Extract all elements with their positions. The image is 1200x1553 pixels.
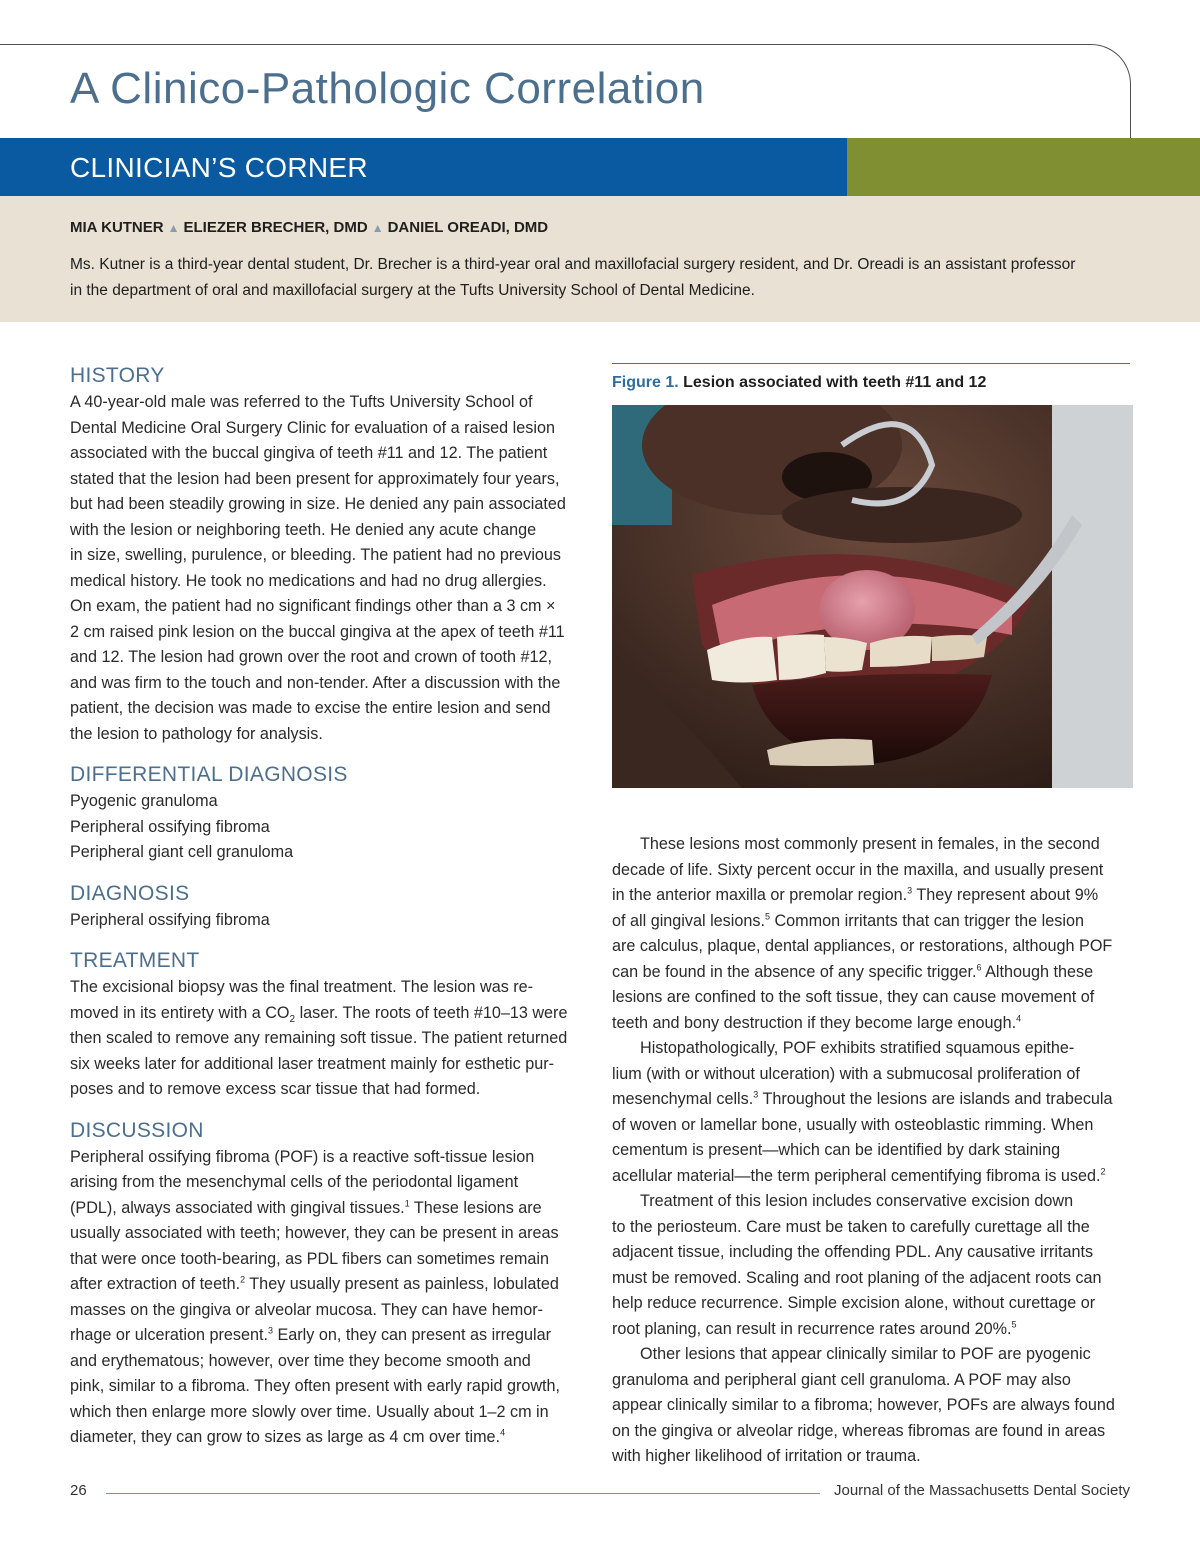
text-line: lium (with or without ulceration) with a submucosal proliferation of: [612, 1064, 1080, 1083]
text-line: are calculus, plaque, dental appliances, or restorations, although POF: [612, 937, 1113, 955]
text-line: diameter, they can grow to sizes as large as 4 cm over time.$^4$: [70, 1427, 506, 1446]
paragraph-histopathology: [612, 1036, 1132, 1189]
text-line: On exam, the patient had no significant findings other than a 3 cm ×: [70, 597, 556, 615]
author-list: [70, 219, 548, 236]
page-title: A Clinico-Pathologic Correlation: [70, 64, 705, 113]
paragraph-epidemiology: [612, 832, 1132, 1036]
affiliation-line: in the department of oral and maxillofacial surgery at the Tufts University School of Dental Medicine.: [70, 281, 755, 299]
treatment-body: [70, 975, 590, 1103]
text-line: six weeks later for additional laser treatment mainly for esthetic pur-: [70, 1054, 555, 1073]
text-line: (PDL), always associated with gingival tissues.$^1$ These lesions are: [70, 1198, 542, 1217]
triangle-separator-icon: ▲: [167, 221, 180, 235]
figure-label: Figure 1.: [612, 374, 679, 391]
paragraph-differential: [612, 1342, 1132, 1470]
text-line: arising from the mesenchymal cells of the periodontal ligament: [70, 1173, 519, 1191]
text-line: medical history. He took no medications and had no drug allergies.: [70, 571, 547, 590]
diagnosis-list: [70, 908, 590, 934]
left-column: [70, 362, 590, 1451]
text-line: in size, swelling, purulence, or bleeding. The patient had no previous: [70, 546, 562, 564]
text-line: with higher likelihood of irritation or trauma.: [612, 1447, 921, 1465]
text-line: root planing, can result in recurrence rates around 20%.$^5$: [612, 1319, 1017, 1338]
text-line: cementum is present—which can be identified by dark staining: [612, 1141, 1061, 1159]
figure-caption: [612, 374, 986, 392]
footer-rule: [106, 1493, 820, 1494]
treatment-heading: TREATMENT: [70, 949, 200, 972]
text-line: Dental Medicine Oral Surgery Clinic for evaluation of a raised lesion: [70, 418, 555, 437]
text-line: that were once tooth-bearing, as PDL fibers can sometimes remain: [70, 1249, 549, 1268]
text-line: Other lesions that appear clinically similar to POF are pyogenic: [640, 1345, 1091, 1363]
text-line: These lesions most commonly present in females, in the second: [640, 835, 1100, 853]
list-item: Peripheral ossifying fibroma: [70, 910, 270, 929]
text-line: The excisional biopsy was the final treatment. The lesion was re-: [70, 978, 534, 996]
text-line: rhage or ulceration present.$^3$ Early on, they can present as irregular: [70, 1325, 552, 1344]
right-column: [612, 832, 1132, 1470]
text-line: Treatment of this lesion includes conservative excision down: [640, 1192, 1074, 1210]
text-line: mesenchymal cells.$^3$ Throughout the lesions are islands and trabecula: [612, 1089, 1113, 1108]
text-line: decade of life. Sixty percent occur in the maxilla, and usually present: [612, 860, 1104, 879]
text-line: the lesion to pathology for analysis.: [70, 724, 323, 743]
affiliation-line: Ms. Kutner is a third-year dental student, Dr. Brecher is a third-year oral and maxillofacial surgery resident, and Dr. Oreadi is an assistant professor: [70, 256, 1076, 273]
clinical-photo: [612, 405, 1133, 788]
text-line: poses and to remove excess scar tissue that had formed.: [70, 1080, 481, 1098]
text-line: and 12. The lesion had grown over the root and crown of tooth #12,: [70, 648, 553, 666]
text-line: of all gingival lesions.$^5$ Common irritants that can trigger the lesion: [612, 911, 1084, 930]
text-line: which then enlarge more slowly over time. Usually about 1–2 cm in: [70, 1402, 549, 1421]
text-line: but had been steadily growing in size. He denied any pain associated: [70, 495, 566, 513]
clinical-photo-illustration: [612, 405, 1133, 788]
list-item: Peripheral giant cell granuloma: [70, 843, 294, 861]
text-line: in the anterior maxilla or premolar region.$^3$ They represent about 9%: [612, 885, 1099, 904]
text-line: with the lesion or neighboring teeth. He denied any acute change: [70, 520, 537, 539]
text-line: after extraction of teeth.$^2$ They usually present as painless, lobulated: [70, 1274, 559, 1293]
figure-caption-text: Lesion associated with teeth #11 and 12: [678, 374, 987, 391]
section-banner-title: CLINICIAN’S CORNER: [70, 152, 368, 183]
text-line: to the periosteum. Care must be taken to carefully curettage all the: [612, 1217, 1090, 1236]
history-body: [70, 390, 590, 747]
list-item: Peripheral ossifying fibroma: [70, 817, 270, 836]
list-item: Pyogenic granuloma: [70, 792, 218, 810]
history-heading: HISTORY: [70, 364, 165, 387]
text-line: and erythematous; however, over time they become smooth and: [70, 1351, 531, 1370]
text-line: moved in its entirety with a $CO_2$ laser. The roots of teeth #10–13 were: [70, 1003, 568, 1025]
banner-accent: [847, 138, 1200, 196]
author-name: DANIEL OREADI, DMD: [387, 219, 549, 236]
text-line: must be removed. Scaling and root planing of the adjacent roots can: [612, 1268, 1102, 1287]
text-line: patient, the decision was made to excise the entire lesion and send: [70, 699, 551, 717]
text-line: and was firm to the touch and non-tender. After a discussion with the: [70, 673, 561, 692]
text-line: lesions are confined to the soft tissue, they can cause movement of: [612, 988, 1095, 1006]
text-line: Histopathologically, POF exhibits stratified squamous epithe-: [640, 1039, 1075, 1057]
discussion-body: [70, 1145, 590, 1451]
text-line: on the gingiva or alveolar ridge, whereas fibromas are found in areas: [612, 1421, 1106, 1440]
text-line: teeth and bony destruction if they become large enough.$^4$: [612, 1013, 1022, 1032]
figure-rule: [612, 363, 1130, 364]
diagnosis-heading: DIAGNOSIS: [70, 881, 190, 905]
text-line: pink, similar to a fibroma. They often present with early rapid growth,: [70, 1377, 561, 1395]
journal-name: Journal of the Massachusetts Dental Society: [834, 1482, 1130, 1499]
text-line: usually associated with teeth; however, they can be present in areas: [70, 1224, 559, 1242]
text-line: then scaled to remove any remaining soft tissue. The patient returned: [70, 1029, 568, 1047]
text-line: stated that the lesion had been present for approximately four years,: [70, 469, 560, 488]
differential-list: [70, 789, 590, 866]
text-line: of woven or lamellar bone, usually with osteoblastic rimming. When: [612, 1115, 1094, 1134]
text-line: associated with the buccal gingiva of teeth #11 and 12. The patient: [70, 444, 548, 462]
text-line: A 40-year-old male was referred to the Tufts University School of: [70, 393, 533, 411]
text-line: granuloma and peripheral giant cell granuloma. A POF may also: [612, 1370, 1071, 1389]
page-number: 26: [70, 1482, 87, 1499]
triangle-separator-icon: ▲: [371, 221, 384, 235]
text-line: masses on the gingiva or alveolar mucosa. They can have hemor-: [70, 1300, 543, 1319]
discussion-heading: DISCUSSION: [70, 1118, 204, 1142]
author-name: MIA KUTNER: [70, 219, 164, 236]
text-line: help reduce recurrence. Simple excision alone, without curettage or: [612, 1294, 1096, 1312]
paragraph-treatment: [612, 1189, 1132, 1342]
text-line: can be found in the absence of any specific trigger.$^6$ Although these: [612, 962, 1094, 981]
text-line: 2 cm raised pink lesion on the buccal gingiva at the apex of teeth #11: [70, 622, 565, 641]
text-line: Peripheral ossifying fibroma (POF) is a reactive soft-tissue lesion: [70, 1147, 535, 1166]
differential-heading: DIFFERENTIAL DIAGNOSIS: [70, 763, 348, 786]
author-name: ELIEZER BRECHER, DMD: [183, 219, 368, 236]
text-line: acellular material—the term peripheral cementifying fibroma is used.$^2$: [612, 1166, 1106, 1185]
author-affiliation: [70, 252, 1140, 303]
text-line: appear clinically similar to a fibroma; however, POFs are always found: [612, 1396, 1115, 1414]
text-line: adjacent tissue, including the offending PDL. Any causative irritants: [612, 1243, 1094, 1261]
